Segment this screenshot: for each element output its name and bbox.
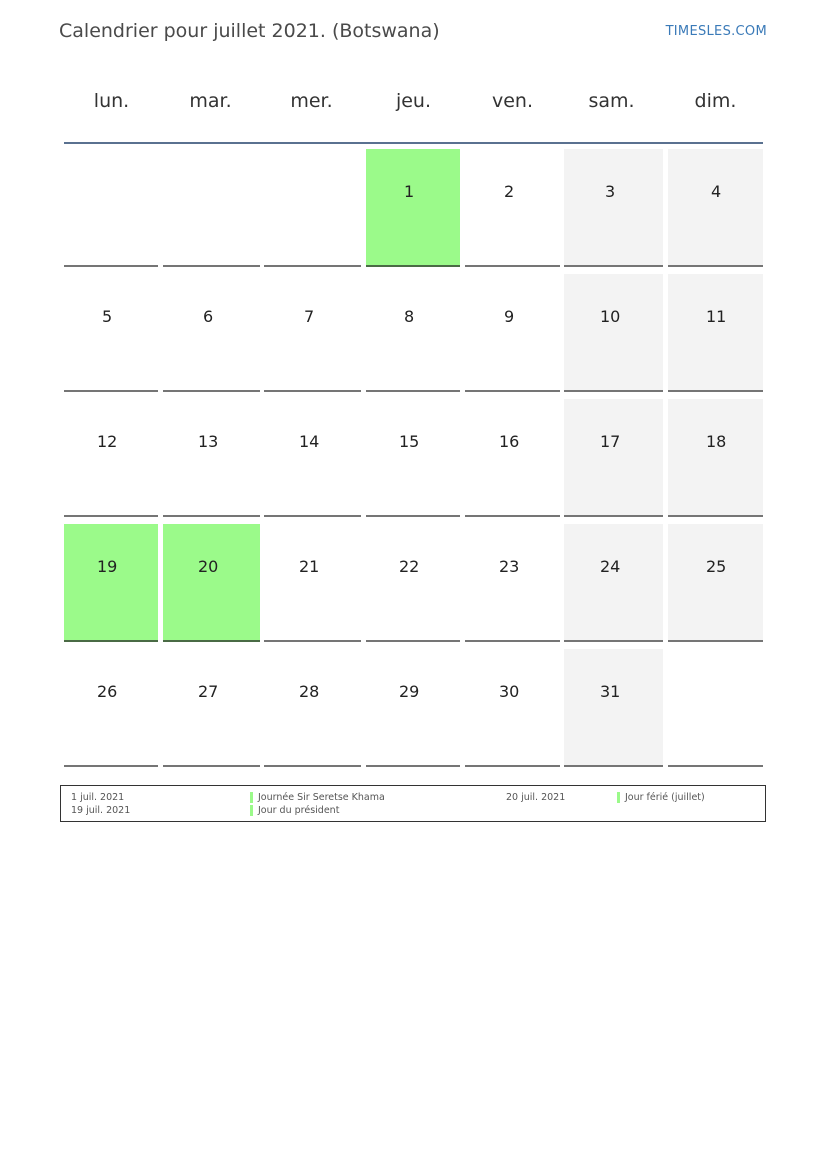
day-number: 3 [605, 182, 616, 201]
day-number: 25 [706, 557, 727, 576]
day-cell[interactable] [163, 649, 260, 767]
day-number: 30 [499, 682, 520, 701]
empty-day-cell [163, 149, 260, 267]
day-number: 1 [404, 182, 415, 201]
day-cell[interactable] [264, 274, 361, 392]
legend-date: 20 juil. 2021 [506, 792, 566, 803]
day-cell[interactable] [564, 399, 663, 517]
day-number: 24 [600, 557, 621, 576]
legend-holiday-name: Jour férié (juillet) [625, 792, 705, 803]
day-cell[interactable] [163, 399, 260, 517]
day-number: 28 [299, 682, 320, 701]
day-cell[interactable] [163, 274, 260, 392]
weekday-sun: dim. [694, 90, 737, 112]
day-number: 6 [203, 307, 214, 326]
weekday-mon: lun. [93, 90, 130, 112]
day-cell[interactable] [564, 149, 663, 267]
day-cell[interactable] [465, 649, 560, 767]
day-number: 22 [399, 557, 420, 576]
day-cell[interactable] [465, 149, 560, 267]
day-number: 18 [706, 432, 727, 451]
empty-day-cell [264, 149, 361, 267]
empty-day-cell [64, 149, 158, 267]
day-number: 12 [97, 432, 118, 451]
weekday-fri: ven. [491, 90, 533, 112]
day-number: 21 [299, 557, 320, 576]
day-number: 23 [499, 557, 520, 576]
header-divider [64, 142, 763, 144]
weekday-sat: sam. [588, 90, 635, 112]
weekday-header [64, 90, 763, 120]
day-number: 29 [399, 682, 420, 701]
day-number: 2 [504, 182, 515, 201]
day-cell[interactable] [366, 274, 460, 392]
day-number: 14 [299, 432, 320, 451]
day-number: 11 [706, 307, 727, 326]
day-number: 31 [600, 682, 621, 701]
day-cell[interactable] [264, 524, 361, 642]
day-cell[interactable] [564, 524, 663, 642]
day-cell[interactable] [64, 274, 158, 392]
legend-holiday-name: Jour du président [258, 805, 340, 816]
holiday-marker-icon [617, 792, 620, 803]
day-cell[interactable] [668, 149, 763, 267]
day-cell[interactable] [564, 274, 663, 392]
holiday-marker-icon [250, 805, 253, 816]
day-number: 7 [304, 307, 315, 326]
weekday-wed: mer. [290, 90, 333, 112]
day-number: 15 [399, 432, 420, 451]
day-cell[interactable] [465, 274, 560, 392]
day-cell[interactable] [264, 649, 361, 767]
day-number: 20 [198, 557, 219, 576]
day-cell[interactable] [465, 399, 560, 517]
day-cell[interactable] [64, 649, 158, 767]
day-number: 27 [198, 682, 219, 701]
day-cell[interactable] [668, 274, 763, 392]
day-cell[interactable] [366, 399, 460, 517]
day-cell[interactable] [366, 649, 460, 767]
weekday-tue: mar. [189, 90, 232, 112]
day-number: 26 [97, 682, 118, 701]
day-cell[interactable] [264, 399, 361, 517]
holiday-legend [60, 785, 766, 822]
holiday-marker-icon [250, 792, 253, 803]
day-cell[interactable] [366, 149, 460, 267]
day-number: 5 [102, 307, 113, 326]
legend-date: 19 juil. 2021 [71, 805, 131, 816]
day-cell[interactable] [668, 524, 763, 642]
legend-date: 1 juil. 2021 [71, 792, 125, 803]
day-cell[interactable] [64, 524, 158, 642]
day-cell[interactable] [465, 524, 560, 642]
day-number: 16 [499, 432, 520, 451]
day-number: 13 [198, 432, 219, 451]
day-cell[interactable] [163, 524, 260, 642]
weekday-thu: jeu. [395, 90, 432, 112]
empty-day-cell [668, 649, 763, 767]
day-number: 9 [504, 307, 515, 326]
page-title: Calendrier pour juillet 2021. (Botswana) [59, 20, 440, 42]
day-cell[interactable] [564, 649, 663, 767]
day-number: 17 [600, 432, 621, 451]
day-cell[interactable] [366, 524, 460, 642]
legend-holiday-name: Journée Sir Seretse Khama [258, 792, 385, 803]
day-number: 4 [711, 182, 722, 201]
day-number: 19 [97, 557, 118, 576]
day-number: 10 [600, 307, 621, 326]
brand-link[interactable]: TIMESLES.COM [665, 24, 767, 39]
day-cell[interactable] [668, 399, 763, 517]
day-cell[interactable] [64, 399, 158, 517]
day-number: 8 [404, 307, 415, 326]
